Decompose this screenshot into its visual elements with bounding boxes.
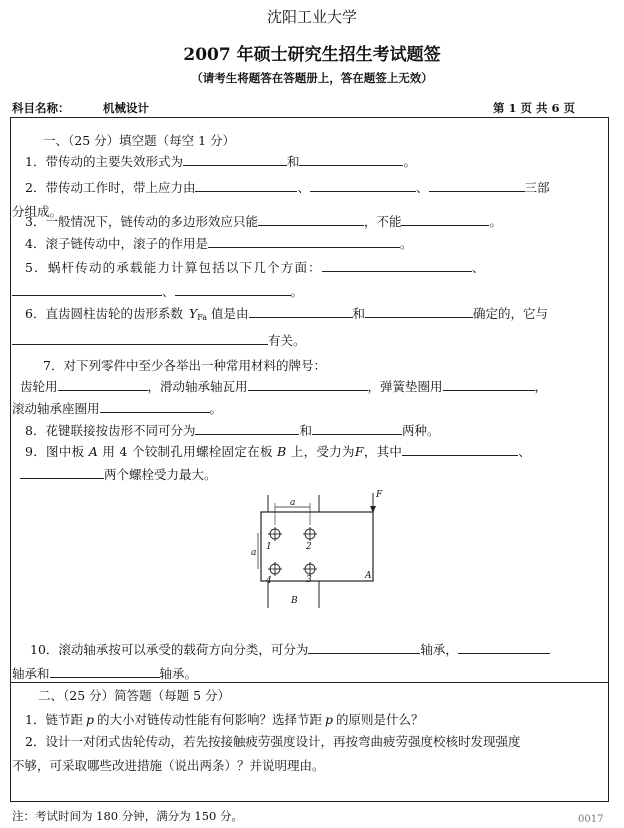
q3-blank-1 (258, 213, 364, 226)
p2-q2: 2．设计一对闭式齿轮传动，若先按接触疲劳强度设计，再按弯曲疲劳强度校核时发现强度 (25, 734, 521, 749)
q10-blank-3 (50, 665, 160, 678)
q6-blank-2 (365, 305, 473, 318)
fig-label-A: A (365, 571, 372, 581)
p2-q2-cont: 不够，可采取哪些改进措施（说出两条）？并说明理由。 (12, 758, 325, 773)
q6-blank-3 (12, 332, 268, 345)
q8-blank-2 (312, 422, 402, 435)
fig-label-a-top: a (290, 498, 296, 508)
q1: 1．带传动的主要失效形式为 和 。 (25, 154, 416, 169)
q5: 5．蜗杆传动的承载能力计算包括以下几个方面： 、 (25, 260, 486, 275)
q2-blank-1 (195, 179, 297, 192)
q2: 2．带传动工作时，带上应力由 、 、 三部 (25, 180, 550, 195)
q4: 4．滚子链传动中，滚子的作用是 。 (25, 236, 413, 251)
exam-title: 2007 年硕士研究生招生考试题签 (183, 45, 441, 65)
q7-blank-2 (248, 378, 368, 391)
q5-blank-2 (12, 283, 162, 296)
q7-line3: 滚动轴承座圈用 。 (12, 401, 223, 416)
page-info: 第 1 页 共 6 页 (493, 101, 576, 115)
q3: 3．一般情况下，链传动的多边形效应只能 ，不能 。 (25, 214, 502, 229)
fig-bolt-2: 2 (306, 542, 312, 552)
q6-cont: 有关。 (12, 331, 306, 349)
q9: 9．图中板 A 用 4 个铰制孔用螺栓固定在板 B 上，受力为F，其中 、 (25, 444, 532, 459)
q7-blank-4 (100, 400, 210, 413)
fig-label-F: F (376, 490, 383, 500)
q8: 8．花键联接按齿形不同可分为 和 两种。 (25, 423, 440, 438)
q1-blank-1 (183, 153, 287, 166)
part2-heading: 二、（25 分）简答题（每题 5 分） (38, 688, 231, 703)
fig-bolt-1: 1 (266, 542, 272, 552)
q7-blank-1 (58, 378, 148, 391)
q9-blank-1 (402, 443, 518, 456)
q7-line2: 齿轮用 ，滑动轴承轴瓦用 ，弹簧垫圈用 ， (20, 379, 548, 394)
page-code: 0017 (578, 814, 604, 825)
q5-blank-3 (175, 283, 291, 296)
exam-instruction: （请考生将题答在答题册上，答在题签上无效） (191, 71, 433, 85)
section-divider (10, 682, 609, 683)
q8-blank-1 (195, 422, 299, 435)
q6: 6．直齿圆柱齿轮的齿形系数 $Y_{Fa}$ 值是由 和 确定的，它与 (25, 306, 549, 322)
q7-blank-3 (443, 378, 535, 391)
fig-bolt-4: 4 (266, 576, 272, 586)
q9-cont: 两个螺栓受力最大。 (20, 465, 217, 483)
university-name: 沈阳工业大学 (266, 8, 357, 26)
p2-q1: 1．链节距 p 的大小对链传动性能有何影响？选择节距 p 的原则是什么？ (25, 712, 424, 727)
q2-cont: 分组成。 (12, 204, 63, 219)
q2-blank-3 (429, 179, 525, 192)
q5-blank-1 (322, 259, 472, 272)
q10: 10．滚动轴承按可以承受的载荷方向分类，可分为 轴承， (30, 640, 550, 658)
fig-label-a-side: a (251, 548, 257, 558)
fig-label-B: B (291, 596, 298, 606)
q3-blank-2 (401, 213, 489, 226)
footer-note: 注：考试时间为 180 分钟，满分为 150 分。 (12, 809, 244, 823)
subject-name: 机械设计 (103, 101, 149, 115)
part1-heading: 一、（25 分）填空题（每空 1 分） (43, 133, 236, 148)
q9-blank-2 (20, 466, 104, 479)
q7: 7．对下列零件中至少各举出一种常用材料的牌号： (43, 358, 326, 373)
q6-blank-1 (249, 305, 353, 318)
q5-cont: 、 。 (12, 282, 303, 300)
q10-blank-1 (308, 641, 420, 654)
q10-blank-2 (458, 641, 550, 654)
q4-blank (208, 235, 400, 248)
q10-cont: 轴承和 轴承。 (12, 666, 198, 681)
q1-blank-2 (299, 153, 403, 166)
q2-blank-2 (310, 179, 416, 192)
bolt-plate-figure (251, 485, 390, 615)
fig-bolt-3: 3 (306, 575, 312, 585)
subject-label: 科目名称： (12, 101, 70, 115)
